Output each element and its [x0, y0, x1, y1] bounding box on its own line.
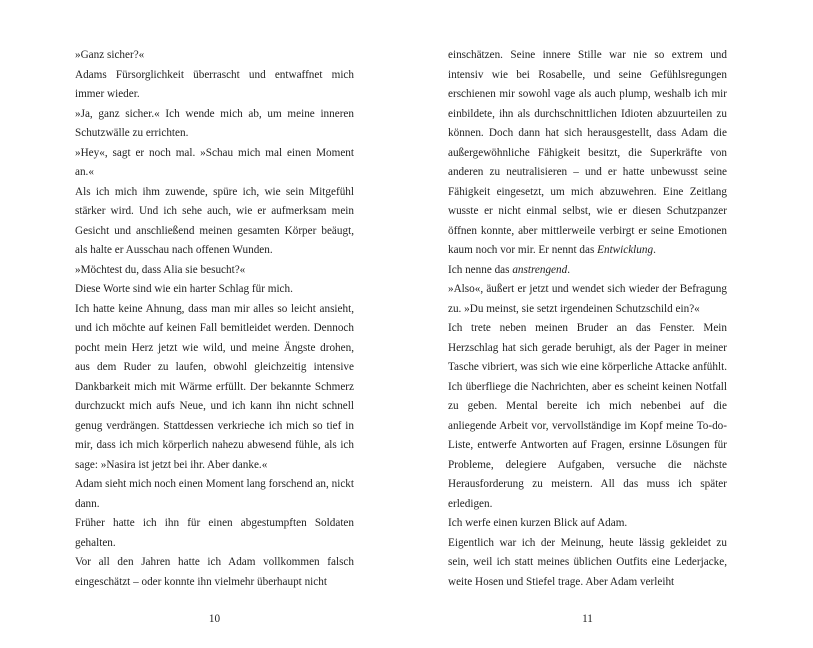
paragraph: einschätzen. Seine innere Stille war nie so extrem und intensiv wie bei Rosabelle, und seine Gefühlsregungen erschienen mir sowohl vage als auch plump, weshalb ich mir einbildete, ihn als durchschnittlichen Idioten abzuurteilen zu können. Doch dann hat sich herausgestellt, dass Adam die außergewöhnliche Fähigkeit besitzt, die Superkräfte von anderen zu neutralisieren – und er hatte unbewusst seine Fähigkeit eingesetzt, um mich abzuwehren. Eine Zeitlang wusste er nicht einmal selbst, wie er diesen Schutzpanzer öffnen konnte, aber mittlerweile verbirgt er seine Emotionen kaum noch vor mir. Er nennt das Entwicklung. — [448, 49, 727, 256]
paragraph: Ich nenne das anstrengend. — [448, 263, 571, 276]
left-page-text — [75, 46, 354, 592]
paragraph: Ich werfe einen kurzen Blick auf Adam. — [448, 517, 628, 529]
paragraph: »Hey«, sagt er noch mal. »Schau mich mal einen Moment an.« — [75, 146, 354, 178]
paragraph: Ich hatte keine Ahnung, dass man mir alles so leicht ansieht, und ich möchte auf keinen Fall bemitleidet werden. Dennoch pocht mein Herz jetzt wie wild, und meine Ängste drohen, aus dem Ruder zu laufen, obwohl gleichzeitig intensive Dankbarkeit mich mit Wärme erfüllt. Der bekannte Schmerz durchzuckt mich aufs Neue, und ich kann ihn nicht schnell genug verdrängen. Stattdessen verkrieche ich mich so tief in mir, dass ich mich körperlich nahezu abwesend fühle, als ich sage: »Nasira ist jetzt bei ihr. Aber danke.« — [75, 302, 354, 471]
paragraph: Adams Fürsorglichkeit überrascht und entwaffnet mich immer wieder. — [75, 68, 354, 100]
paragraph: Adam sieht mich noch einen Moment lang forschend an, nickt dann. — [75, 478, 354, 510]
page-number: 10 — [208, 613, 221, 625]
paragraph: »Ja, ganz sicher.« Ich wende mich ab, um meine inneren Schutzwälle zu errichten. — [75, 107, 354, 139]
paragraph: Diese Worte sind wie ein harter Schlag für mich. — [75, 283, 293, 295]
right-page — [448, 46, 727, 625]
left-page — [75, 46, 354, 625]
emphasis: anstrengend — [512, 263, 568, 276]
emphasis: Entwicklung — [597, 244, 654, 256]
right-page-text — [448, 46, 727, 592]
paragraph: Früher hatte ich ihn für einen abgestumpften Soldaten gehalten. — [75, 517, 354, 549]
paragraph: Als ich mich ihm zuwende, spüre ich, wie sein Mitgefühl stärker wird. Und ich sehe auch, wie er aufmerksam mein Gesicht und anschließend meinen gesamten Körper beäugt, als halte er Ausschau nach offenen Wunden. — [75, 185, 354, 256]
page-number: 11 — [582, 613, 593, 625]
paragraph: »Möchtest du, dass Alia sie besucht?« — [75, 263, 246, 276]
paragraph: »Also«, äußert er jetzt und wendet sich wieder der Befragung zu. »Du meinst, sie setzt irgendeinen Schutzschild ein?« — [448, 283, 727, 315]
paragraph: Eigentlich war ich der Meinung, heute lässig gekleidet zu sein, weil ich statt meines üblichen Outfits eine Lederjacke, weite Hosen und Stiefel trage. Aber Adam verleiht — [448, 536, 727, 588]
paragraph: Ich trete neben meinen Bruder an das Fenster. Mein Herzschlag hat sich gerade beruhigt, als der Pager in meiner Tasche vibriert, was sich wie eine körperliche Attacke anfühlt. Ich überfliege die Nachrichten, aber es scheint keinen Notfall zu geben. Mental bereite ich mich nebenbei auf die anliegende Arbeit vor, vervollständige im Kopf meine To-do-Liste, entwerfe Antworten auf Fragen, ersinne Lösungen für Probleme, delegiere Aufgaben, versuche die nächste Herausforderung zu meistern. All das muss ich später erledigen. — [448, 322, 727, 510]
paragraph: Vor all den Jahren hatte ich Adam vollkommen falsch eingeschätzt – oder konnte ihn vielmehr überhaupt nicht — [75, 556, 354, 588]
paragraph: »Ganz sicher?« — [75, 49, 145, 61]
